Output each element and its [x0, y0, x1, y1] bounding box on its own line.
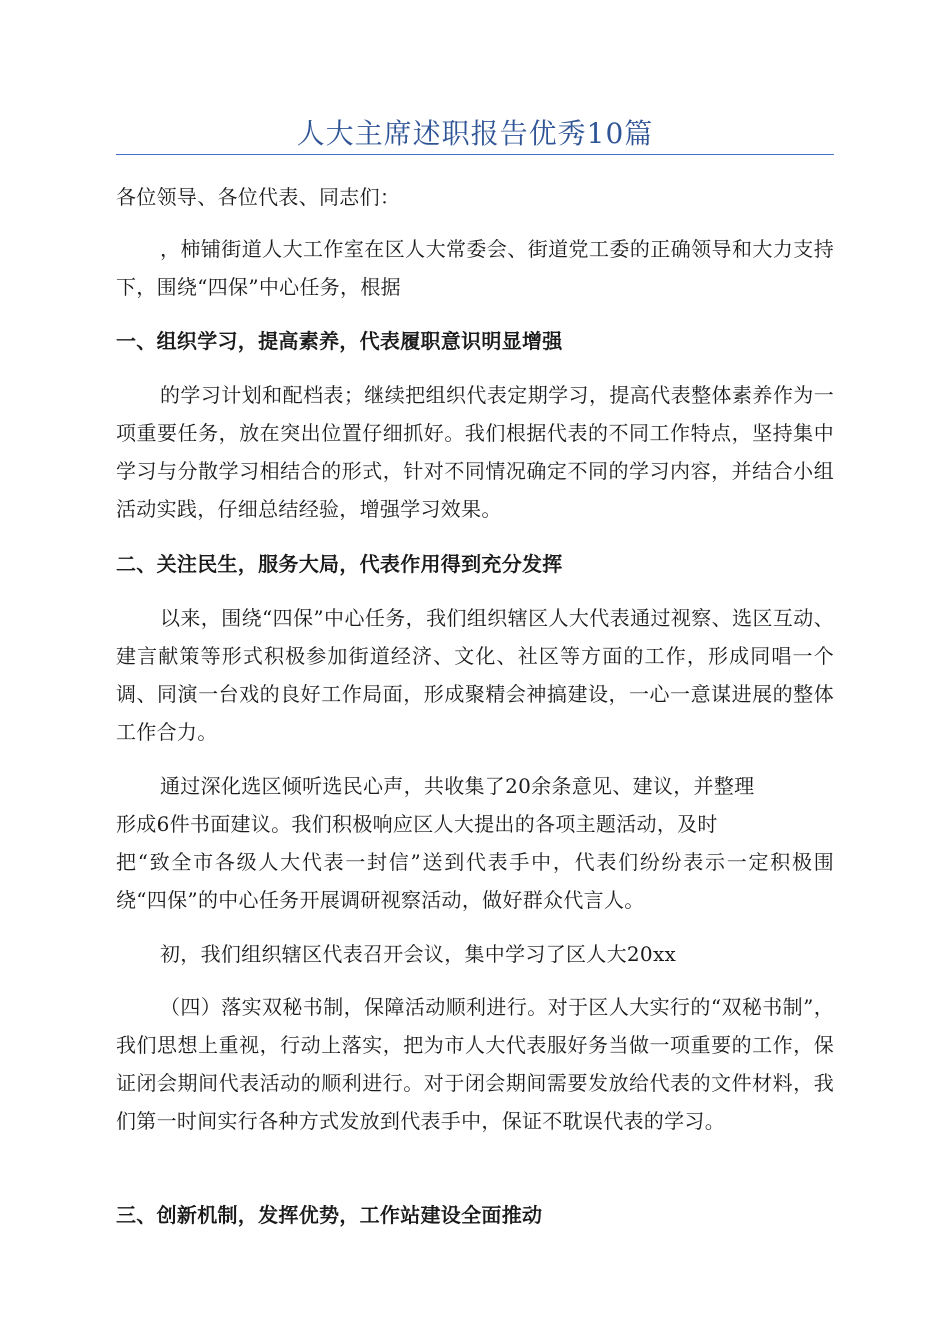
section-2-paragraph-2-line-1: 通过深化选区倾听选民心声，共收集了20余条意见、建议，并整理 [160, 774, 755, 798]
salutation: 各位领导、各位代表、同志们： [116, 185, 401, 209]
section-1-heading: 一、组织学习，提高素养，代表履职意识明显增强 [116, 329, 563, 353]
title-underline [116, 154, 834, 155]
section-3-heading: 三、创新机制，发挥优势，工作站建设全面推动 [116, 1203, 543, 1227]
section-2-paragraph-1: 以来，围绕“四保”中心任务，我们组织辖区人大代表通过视察、选区互动、建言献策等形式积极参加街道经济、文化、社区等方面的工作，形成同唱一个调、同演一台戏的良好工作局面，形成聚精会神搞建设，一心一意谋进展的整体工作合力。 [116, 606, 834, 744]
section-2-heading: 二、关注民生，服务大局，代表作用得到充分发挥 [116, 552, 563, 576]
section-2-paragraph-2-line-3: 把“致全市各级人大代表一封信”送到代表手中，代表们纷纷表示一定积极围绕“四保”的中心任务开展调研视察活动，做好群众代言人。 [116, 850, 834, 912]
section-2-paragraph-3: 初，我们组织辖区代表召开会议，集中学习了区人大20xx [160, 942, 677, 966]
intro-paragraph: ，柿铺街道人大工作室在区人大常委会、街道党工委的正确领导和大力支持下，围绕“四保”中心任务，根据 [116, 237, 834, 299]
section-1-paragraph: 的学习计划和配档表；继续把组织代表定期学习，提高代表整体素养作为一项重要任务，放在突出位置仔细抓好。我们根据代表的不同工作特点，坚持集中学习与分散学习相结合的形式，针对不同情况确定不同的学习内容，并结合小组活动实践，仔细总结经验，增强学习效果。 [116, 383, 834, 521]
section-2-paragraph-2-line-2: 形成6件书面建议。我们积极响应区人大提出的各项主题活动，及时 [116, 812, 718, 836]
section-2-paragraph-4: （四）落实双秘书制，保障活动顺利进行。对于区人大实行的“双秘书制”，我们思想上重视，行动上落实，把为市人大代表服好务当做一项重要的工作，保证闭会期间代表活动的顺利进行。对于闭会期间需要发放给代表的文件材料，我们第一时间实行各种方式发放到代表手中，保证不耽误代表的学习。 [116, 995, 834, 1133]
document-title: 人大主席述职报告优秀10篇 [296, 117, 654, 150]
